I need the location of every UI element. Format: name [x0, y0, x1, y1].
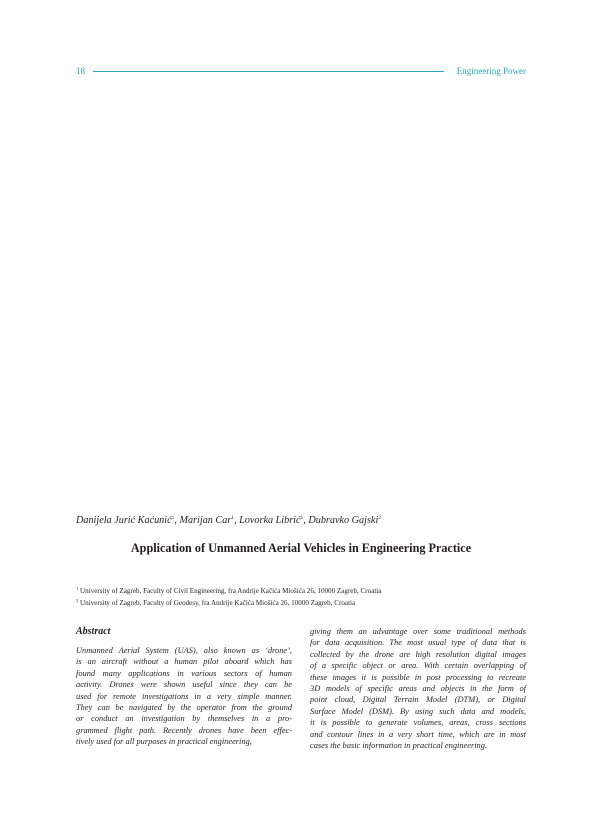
abstract-line: collected by the drone are high resolution digital images	[310, 649, 526, 659]
affiliation-text: University of Zagreb, Faculty of Civil Engineering, fra Andrije Kačića Miošića 26, 10000 Zagreb, Croatia	[80, 587, 382, 595]
abstract-heading: Abstract	[76, 626, 111, 637]
affiliation-list	[76, 584, 526, 608]
author-affiliation-mark: 1	[171, 515, 175, 521]
abstract-line: Surface Model (DSM). By using such data and models,	[310, 706, 526, 716]
abstract-line: cases the basic information in practical engineering.	[310, 740, 488, 750]
abstract-line: is an aircraft without a human pilot aboard which has	[76, 657, 292, 667]
abstract-line: and contour lines in a very short time, which are in most	[310, 729, 526, 739]
abstract-column-right	[310, 626, 526, 751]
affiliation	[76, 596, 526, 608]
abstract-line: or conduct an investigation by themselves in a pro-	[76, 714, 292, 724]
affiliation-mark: 2	[76, 598, 79, 603]
affiliation-mark: 1	[76, 586, 79, 591]
abstract-line: They can be navigated by the operator from the ground	[76, 702, 292, 712]
page-number: 18	[76, 66, 85, 76]
author-name: Dubravko Gajski	[308, 515, 379, 526]
author-affiliation-mark: 1	[300, 515, 304, 521]
author-affiliation-mark: 1	[231, 515, 235, 521]
abstract-column-left	[76, 626, 292, 748]
abstract-text-left	[76, 645, 292, 748]
abstract-text-right	[310, 626, 526, 751]
abstract-line: found many applications in various sectors of human	[76, 668, 292, 678]
abstract-line: these images it is possible in post processing to recreate	[310, 672, 526, 682]
journal-name: Engineering Power	[456, 66, 526, 76]
abstract-line: giving them an advantage over some traditional methods	[310, 627, 526, 636]
author-affiliation-mark: 2	[378, 515, 382, 521]
affiliation	[76, 584, 526, 596]
abstract-line: for data acquisition. The most usual type of data that is	[310, 638, 526, 648]
abstract-line: point cloud, Digital Terrain Model (DTM), or Digital	[310, 695, 526, 705]
abstract-line: Unmanned Aerial System (UAS), also known as ‘drone’,	[76, 646, 292, 655]
abstract-line: grammed flight path. Recently drones have been effec-	[76, 725, 292, 735]
abstract-line: activity. Drones were shown useful since they can be	[76, 680, 292, 690]
author-list: Danijela Jurić Kaćunić$^1$, Marijan Car$^1$, Lovorka Librić$^1$, Dubravko Gajski$^2$	[76, 515, 382, 526]
abstract-line: used for remote investigations in a very simple manner.	[76, 691, 292, 701]
abstract-line: it is possible to generate volumes, areas, cross sections	[310, 718, 526, 728]
running-header	[76, 66, 526, 78]
author-name: Marijan Car	[179, 515, 232, 526]
paper-title: Application of Unmanned Aerial Vehicles in Engineering Practice	[130, 541, 472, 555]
author-name: Lovorka Librić	[239, 515, 301, 526]
abstract-line: of a specific object or area. With certain overlapping of	[310, 661, 526, 671]
affiliation-text: University of Zagreb, Faculty of Geodesy, fra Andrije Kačića Miošića 26, 10000 Zagreb, Croatia	[80, 599, 356, 607]
abstract-line: tively used for all purposes in practical engineering,	[76, 737, 252, 747]
header-rule	[93, 71, 444, 72]
author-name: Danijela Jurić Kaćunić	[76, 515, 172, 526]
abstract-line: 3D models of specific areas and objects in the form of	[310, 683, 526, 693]
